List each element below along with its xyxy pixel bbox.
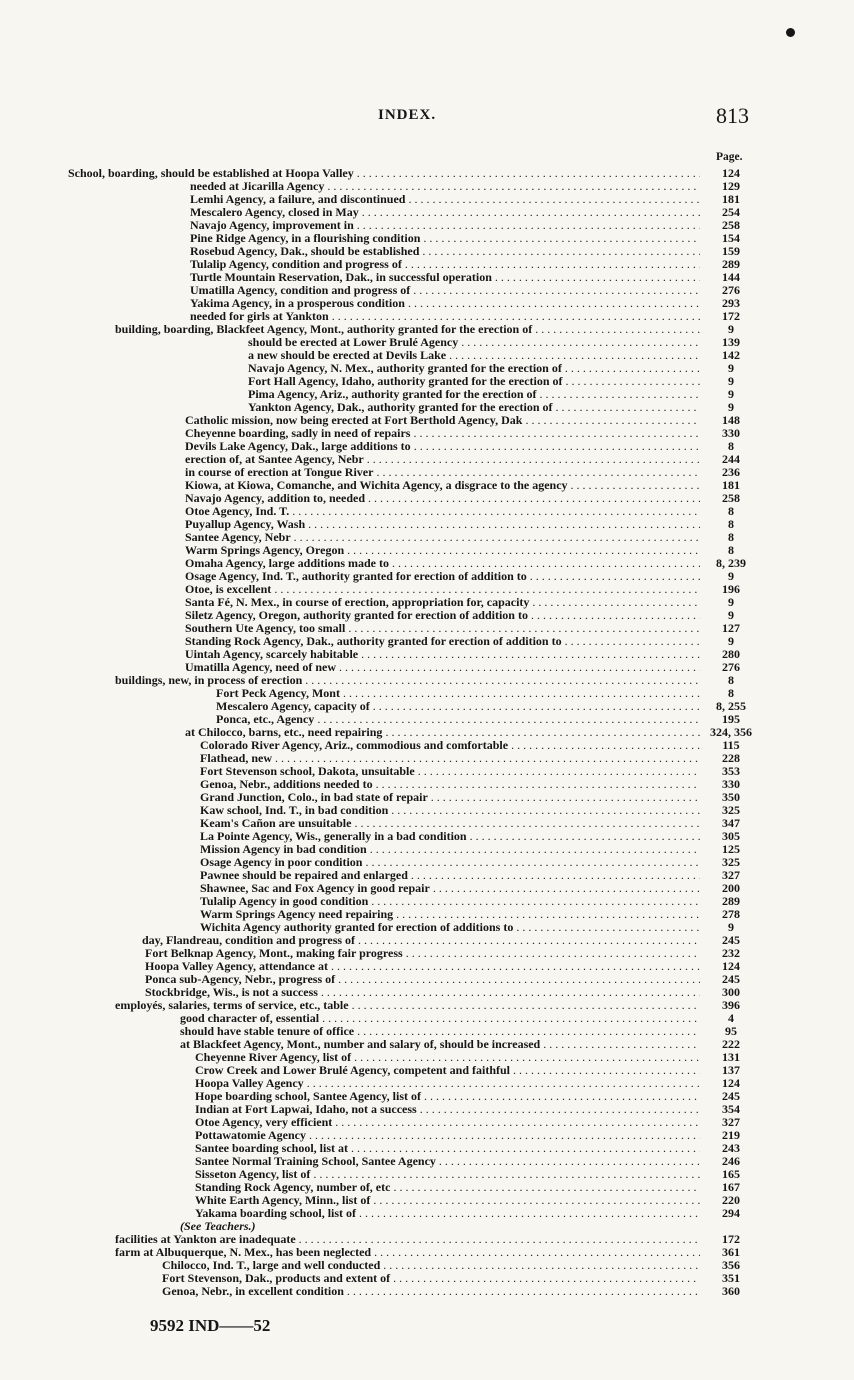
entry-text: Umatilla Agency, need of new . . .: [185, 661, 700, 674]
entry-page: 276: [700, 661, 762, 674]
entry-text: Standing Rock Agency, number of, etc . . .: [195, 1181, 700, 1194]
entry-page: 8: [700, 518, 762, 531]
entry-page: 351: [700, 1272, 762, 1285]
index-entry: [0, 518, 854, 531]
index-entry: [0, 505, 854, 518]
entry-page: 280: [700, 648, 762, 661]
entry-page: 195: [700, 713, 762, 726]
entry-text: erection of, at Santee Agency, Nebr . . .: [185, 453, 700, 466]
entry-text: Turtle Mountain Reservation, Dak., in successful operation . . .: [190, 271, 700, 284]
index-entry: [0, 908, 854, 921]
entry-page: 172: [700, 310, 762, 323]
entry-page: 293: [700, 297, 762, 310]
entry-page: 4: [700, 1012, 762, 1025]
index-entry: [0, 583, 854, 596]
entry-text: Yakima Agency, in a prosperous condition . . .: [190, 297, 700, 310]
entry-page: 327: [700, 1116, 762, 1129]
entry-text: Warm Springs Agency, Oregon . . .: [185, 544, 700, 557]
entry-text: employés, salaries, terms of service, etc., table . . .: [115, 999, 700, 1012]
entry-page: 325: [700, 804, 762, 817]
index-entry: [0, 596, 854, 609]
entry-page: 9: [700, 921, 762, 934]
entry-text: Cheyenne River Agency, list of . . .: [195, 1051, 700, 1064]
entry-page: 9: [700, 323, 762, 336]
entry-page: 254: [700, 206, 762, 219]
entry-text: Santa Fé, N. Mex., in course of erection, appropriation for, capacity . . .: [185, 596, 700, 609]
entry-page: 95: [700, 1025, 762, 1038]
entry-page: 219: [700, 1129, 762, 1142]
entry-text: in course of erection at Tongue River . . .: [185, 466, 700, 479]
entry-page: 8: [700, 505, 762, 518]
index-entry: [0, 492, 854, 505]
entry-text: Cheyenne boarding, sadly in need of repairs . . .: [185, 427, 700, 440]
entry-page: 258: [700, 492, 762, 505]
entry-page: 200: [700, 882, 762, 895]
index-entry: [0, 388, 854, 401]
entry-text: Hoopa Valley Agency . . .: [195, 1077, 700, 1090]
entry-text: Omaha Agency, large additions made to . . .: [185, 557, 700, 570]
entry-page: 360: [700, 1285, 762, 1298]
entry-text: White Earth Agency, Minn., list of . . .: [195, 1194, 700, 1207]
index-entry: [0, 375, 854, 388]
entry-text: Catholic mission, now being erected at Fort Berthold Agency, Dak . . .: [185, 414, 700, 427]
entry-text: Navajo Agency, N. Mex., authority granted for the erection of . . .: [248, 362, 700, 375]
entry-text: should have stable tenure of office . . .: [180, 1025, 700, 1038]
page-column-label: Page.: [716, 151, 743, 163]
entry-text: Rosebud Agency, Dak., should be established . . .: [190, 245, 700, 258]
entry-page: 124: [700, 167, 762, 180]
entry-text: Otoe, is excellent . . .: [185, 583, 700, 596]
entry-page: 9: [700, 388, 762, 401]
entry-text: facilities at Yankton are inadequate . . .: [115, 1233, 700, 1246]
entry-text: Flathead, new . . .: [200, 752, 700, 765]
index-entries: [0, 167, 854, 1298]
entry-text: Osage Agency in poor condition . . .: [200, 856, 700, 869]
entry-page: 354: [700, 1103, 762, 1116]
entry-page: 324, 356: [700, 726, 762, 739]
entry-page: 181: [700, 193, 762, 206]
index-entry: [0, 674, 854, 687]
entry-page: 243: [700, 1142, 762, 1155]
entry-page: 196: [700, 583, 762, 596]
entry-text: Colorado River Agency, Ariz., commodious and comfortable . . .: [200, 739, 700, 752]
entry-text: Santee Normal Training School, Santee Agency . . .: [195, 1155, 700, 1168]
entry-text: should be erected at Lower Brulé Agency . . .: [248, 336, 700, 349]
entry-text: School, boarding, should be established at Hoopa Valley . . .: [68, 167, 700, 180]
entry-text: building, boarding, Blackfeet Agency, Mont., authority granted for the erection of . . .: [115, 323, 700, 336]
entry-text: Navajo Agency, improvement in . . .: [190, 219, 700, 232]
entry-page: 9: [700, 609, 762, 622]
entry-text: needed at Jicarilla Agency . . .: [190, 180, 700, 193]
entry-page: 236: [700, 466, 762, 479]
entry-page: 124: [700, 1077, 762, 1090]
entry-page: 172: [700, 1233, 762, 1246]
entry-page: 220: [700, 1194, 762, 1207]
entry-text: Genoa, Nebr., in excellent condition . . .: [162, 1285, 700, 1298]
entry-page: 148: [700, 414, 762, 427]
index-entry: [0, 427, 854, 440]
entry-page: 9: [700, 362, 762, 375]
entry-page: 325: [700, 856, 762, 869]
entry-text: Fort Hall Agency, Idaho, authority granted for the erection of . . .: [248, 375, 700, 388]
entry-page: 347: [700, 817, 762, 830]
entry-page: 300: [700, 986, 762, 999]
entry-page: 244: [700, 453, 762, 466]
entry-text: Stockbridge, Wis., is not a success . . .: [145, 986, 700, 999]
entry-text: farm at Albuquerque, N. Mex., has been neglected . . .: [115, 1246, 700, 1259]
entry-text: Umatilla Agency, condition and progress of . . .: [190, 284, 700, 297]
entry-text: Standing Rock Agency, Dak., authority granted for erection of addition to . . .: [185, 635, 700, 648]
entry-page: 9: [700, 375, 762, 388]
entry-page: 305: [700, 830, 762, 843]
entry-page: 245: [700, 1090, 762, 1103]
entry-text: Osage Agency, Ind. T., authority granted for erection of addition to . . .: [185, 570, 700, 583]
entry-page: 327: [700, 869, 762, 882]
index-entry: [0, 661, 854, 674]
index-entry: [0, 349, 854, 362]
index-entry: [0, 1207, 854, 1220]
entry-text: Genoa, Nebr., additions needed to . . .: [200, 778, 700, 791]
entry-text: Shawnee, Sac and Fox Agency in good repair . . .: [200, 882, 700, 895]
entry-page: 245: [700, 973, 762, 986]
entry-page: 278: [700, 908, 762, 921]
entry-page: 294: [700, 1207, 762, 1220]
index-entry: [0, 999, 854, 1012]
entry-page: 9: [700, 401, 762, 414]
entry-text: needed for girls at Yankton . . .: [190, 310, 700, 323]
index-entry: [0, 1285, 854, 1298]
ink-spot-mark: [786, 28, 795, 37]
entry-text: Crow Creek and Lower Brulé Agency, competent and faithful . . .: [195, 1064, 700, 1077]
entry-page: 350: [700, 791, 762, 804]
entry-text: Kaw school, Ind. T., in bad condition . . .: [200, 804, 700, 817]
entry-text: Otoe Agency, very efficient . . .: [195, 1116, 700, 1129]
entry-page: 330: [700, 778, 762, 791]
entry-page: 9: [700, 635, 762, 648]
entry-text: (See Teachers.): [180, 1220, 256, 1233]
entry-text: at Chilocco, barns, etc., need repairing . . .: [185, 726, 700, 739]
entry-text: Lemhi Agency, a failure, and discontinued . . .: [190, 193, 700, 206]
entry-text: Warm Springs Agency need repairing . . .: [200, 908, 700, 921]
entry-page: 142: [700, 349, 762, 362]
entry-text: day, Flandreau, condition and progress of . . .: [142, 934, 700, 947]
entry-text: at Blackfeet Agency, Mont., number and salary of, should be increased . . .: [180, 1038, 700, 1051]
entry-text: Santee Agency, Nebr . . .: [185, 531, 700, 544]
entry-page: 396: [700, 999, 762, 1012]
entry-text: Santee boarding school, list at . . .: [195, 1142, 700, 1155]
index-entry: [0, 557, 854, 570]
entry-text: Pawnee should be repaired and enlarged . . .: [200, 869, 700, 882]
page-title: INDEX.: [378, 107, 437, 123]
entry-page: 361: [700, 1246, 762, 1259]
entry-text: Mescalero Agency, capacity of . . .: [216, 700, 700, 713]
entry-page: 167: [700, 1181, 762, 1194]
entry-page: 127: [700, 622, 762, 635]
entry-text: Fort Stevenson school, Dakota, unsuitable . . .: [200, 765, 700, 778]
entry-text: Otoe Agency, Ind. T. . . .: [185, 505, 700, 518]
entry-page: 137: [700, 1064, 762, 1077]
entry-text: Pottawatomie Agency . . .: [195, 1129, 700, 1142]
entry-text: Wichita Agency authority granted for erection of additions to . . .: [200, 921, 700, 934]
entry-page: 8, 255: [700, 700, 762, 713]
index-entry: [0, 310, 854, 323]
entry-page: 124: [700, 960, 762, 973]
entry-page: 8, 239: [700, 557, 762, 570]
entry-text: Pima Agency, Ariz., authority granted for the erection of . . .: [248, 388, 700, 401]
entry-text: Yankton Agency, Dak., authority granted for the erection of . . .: [248, 401, 700, 414]
entry-page: 356: [700, 1259, 762, 1272]
entry-page: 353: [700, 765, 762, 778]
entry-text: La Pointe Agency, Wis., generally in a bad condition . . .: [200, 830, 700, 843]
entry-text: Navajo Agency, addition to, needed . . .: [185, 492, 700, 505]
entry-page: 222: [700, 1038, 762, 1051]
entry-text: Fort Stevenson, Dak., products and extent of . . .: [162, 1272, 700, 1285]
entry-text: Uintah Agency, scarcely habitable . . .: [185, 648, 700, 661]
entry-text: Pine Ridge Agency, in a flourishing condition . . .: [190, 232, 700, 245]
entry-text: Mescalero Agency, closed in May . . .: [190, 206, 700, 219]
page-number: 813: [716, 103, 749, 128]
entry-page: 144: [700, 271, 762, 284]
entry-text: Hope boarding school, Santee Agency, list of . . .: [195, 1090, 700, 1103]
entry-text: Ponca sub-Agency, Nebr., progress of . . .: [145, 973, 700, 986]
entry-page: 289: [700, 258, 762, 271]
entry-page: 228: [700, 752, 762, 765]
entry-page: 125: [700, 843, 762, 856]
entry-page: 258: [700, 219, 762, 232]
entry-page: 246: [700, 1155, 762, 1168]
entry-text: Tulalip Agency, condition and progress of . . .: [190, 258, 700, 271]
entry-page: 8: [700, 440, 762, 453]
entry-text: Mission Agency in bad condition . . .: [200, 843, 700, 856]
entry-page: 330: [700, 427, 762, 440]
entry-text: Hoopa Valley Agency, attendance at . . .: [145, 960, 700, 973]
entry-page: 139: [700, 336, 762, 349]
entry-page: 9: [700, 570, 762, 583]
entry-text: Puyallup Agency, Wash . . .: [185, 518, 700, 531]
entry-page: 245: [700, 934, 762, 947]
entry-text: Southern Ute Agency, too small . . .: [185, 622, 700, 635]
entry-page: 8: [700, 544, 762, 557]
entry-page: 8: [700, 531, 762, 544]
entry-page: 159: [700, 245, 762, 258]
entry-page: 115: [700, 739, 762, 752]
entry-text: buildings, new, in process of erection . . .: [115, 674, 700, 687]
index-entry: [0, 531, 854, 544]
entry-page: 129: [700, 180, 762, 193]
entry-text: Ponca, etc., Agency . . .: [216, 713, 700, 726]
entry-page: 8: [700, 674, 762, 687]
entry-page: 154: [700, 232, 762, 245]
entry-text: Keam's Cañon are unsuitable . . .: [200, 817, 700, 830]
entry-text: Grand Junction, Colo., in bad state of repair . . .: [200, 791, 700, 804]
entry-text: Chilocco, Ind. T., large and well conducted . . .: [162, 1259, 700, 1272]
entry-page: 8: [700, 687, 762, 700]
entry-text: good character of, essential . . .: [180, 1012, 700, 1025]
entry-text: Indian at Fort Lapwai, Idaho, not a success . . .: [195, 1103, 700, 1116]
entry-text: Tulalip Agency in good condition . . .: [200, 895, 700, 908]
entry-text: a new should be erected at Devils Lake . . .: [248, 349, 700, 362]
entry-page: 181: [700, 479, 762, 492]
index-entry: [0, 362, 854, 375]
entry-text: Yakama boarding school, list of . . .: [195, 1207, 700, 1220]
entry-text: Devils Lake Agency, Dak., large additions to . . .: [185, 440, 700, 453]
entry-page: 165: [700, 1168, 762, 1181]
printer-signature: 9592 IND——52: [150, 1316, 271, 1335]
entry-page: 232: [700, 947, 762, 960]
entry-text: Fort Belknap Agency, Mont., making fair progress . . .: [145, 947, 700, 960]
entry-text: Sisseton Agency, list of . . .: [195, 1168, 700, 1181]
entry-page: 276: [700, 284, 762, 297]
entry-page: 289: [700, 895, 762, 908]
entry-text: Siletz Agency, Oregon, authority granted for erection of addition to . . .: [185, 609, 700, 622]
entry-text: Kiowa, at Kiowa, Comanche, and Wichita Agency, a disgrace to the agency . . .: [185, 479, 700, 492]
entry-page: 9: [700, 596, 762, 609]
entry-text: Fort Peck Agency, Mont . . .: [216, 687, 700, 700]
entry-page: 131: [700, 1051, 762, 1064]
index-entry: [0, 622, 854, 635]
